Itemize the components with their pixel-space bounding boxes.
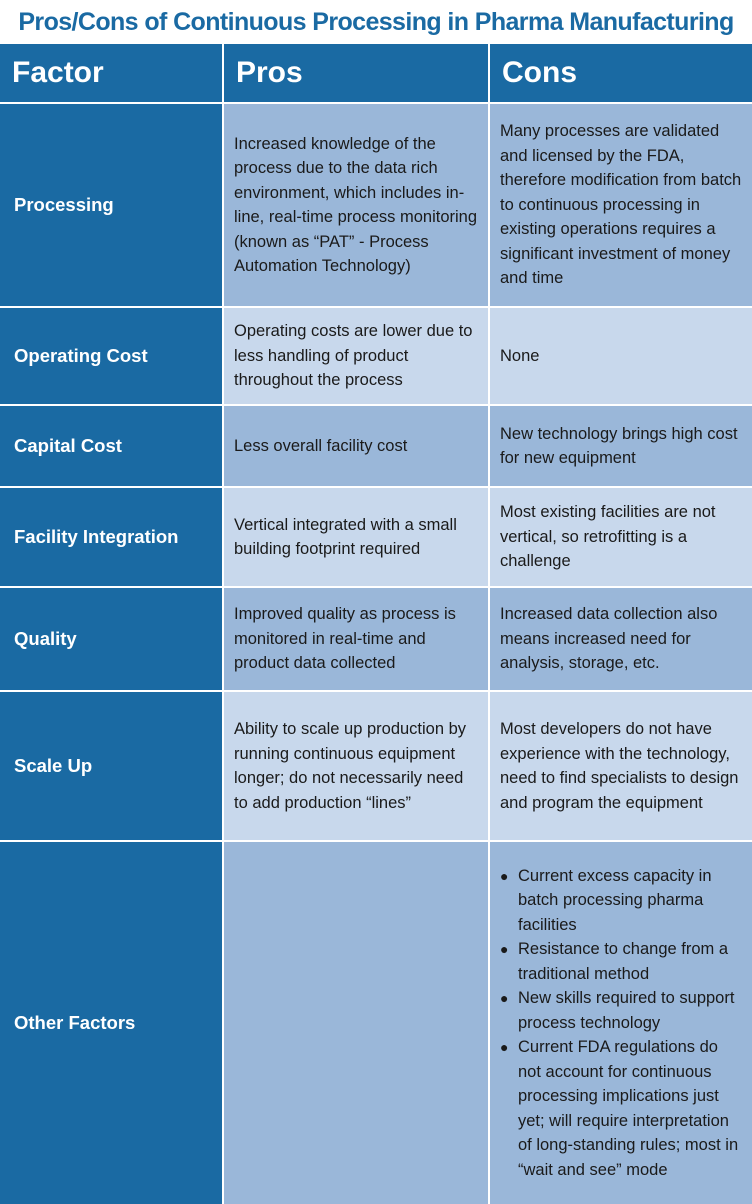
pros-facility-integration: Vertical integrated with a small building footprint required [224,488,488,586]
pros-processing: Increased knowledge of the process due to the data rich environment, which includes in-line, real-time process monitoring (known as “PAT” - Process Automation Technology) [224,104,488,306]
cons-processing: Many processes are validated and licensed by the FDA, therefore modification from batch to continuous processing in existing operations requires a significant investment of money and time [490,104,752,306]
list-item-text: Current excess capacity in batch processing pharma facilities [518,866,712,934]
cons-other-factors [490,842,752,1204]
page-title: Pros/Cons of Continuous Processing in Pharma Manufacturing [18,8,734,36]
list-item [500,937,742,986]
cons-other-factors-list [500,864,742,1183]
list-item [500,1035,742,1182]
list-item-text: New skills required to support process technology [518,989,735,1032]
list-item [500,986,742,1035]
list-item-text: Resistance to change from a traditional method [518,940,729,983]
bullet-icon: ● [500,990,509,1007]
cons-operating-cost: None [490,308,752,404]
factor-quality: Quality [0,588,222,690]
list-item [500,864,742,938]
cons-capital-cost: New technology brings high cost for new equipment [490,406,752,486]
bullet-icon: ● [500,941,509,958]
factor-facility-integration: Facility Integration [0,488,222,586]
pros-cons-table [0,44,752,1200]
factor-other-factors: Other Factors [0,842,222,1204]
factor-capital-cost: Capital Cost [0,406,222,486]
cons-quality: Increased data collection also means increased need for analysis, storage, etc. [490,588,752,690]
factor-processing: Processing [0,104,222,306]
header-cons: Cons [490,44,752,102]
pros-other-factors [224,842,488,1204]
factor-operating-cost: Operating Cost [0,308,222,404]
list-item-text: Current FDA regulations do not account for continuous processing implications just yet; will require interpretation of long-standing rules; most in “wait and see” mode [518,1038,739,1179]
pros-scale-up: Ability to scale up production by running continuous equipment longer; do not necessarily need to add production “lines” [224,692,488,840]
bullet-icon: ● [500,1039,509,1056]
cons-facility-integration: Most existing facilities are not vertical, so retrofitting is a challenge [490,488,752,586]
header-pros: Pros [224,44,488,102]
header-factor: Factor [0,44,222,102]
pros-capital-cost: Less overall facility cost [224,406,488,486]
factor-scale-up: Scale Up [0,692,222,840]
pros-quality: Improved quality as process is monitored in real-time and product data collected [224,588,488,690]
pros-operating-cost: Operating costs are lower due to less handling of product throughout the process [224,308,488,404]
cons-scale-up: Most developers do not have experience with the technology, need to find specialists to design and program the equipment [490,692,752,840]
bullet-icon: ● [500,867,509,884]
